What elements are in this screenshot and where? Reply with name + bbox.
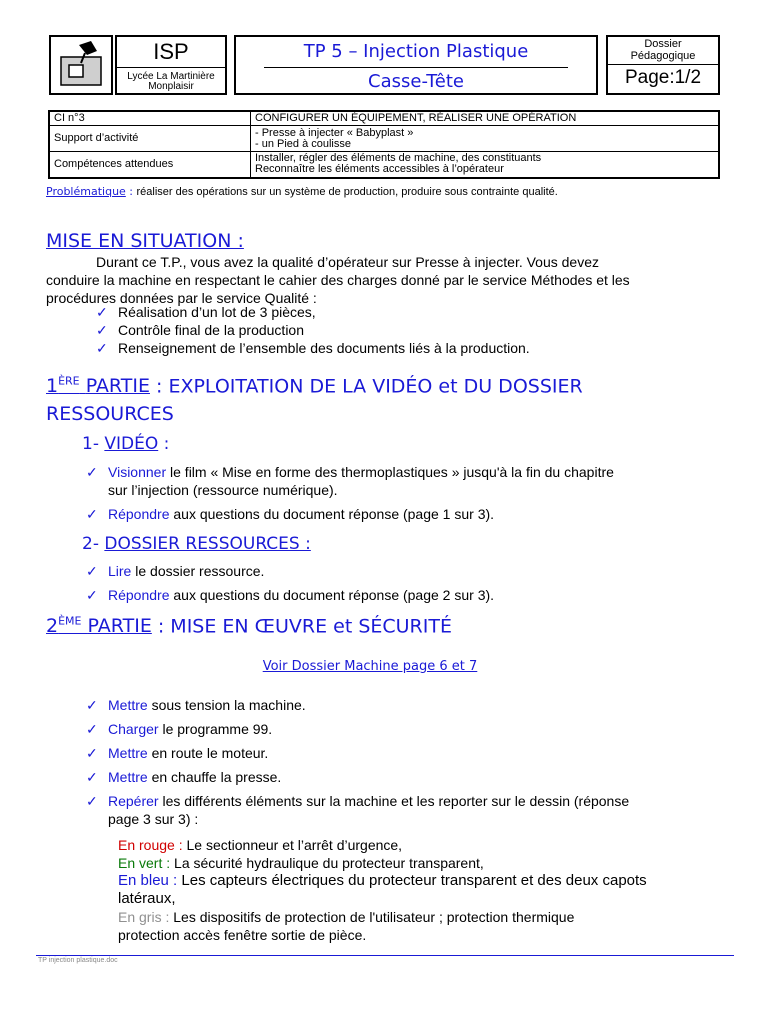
checkmark-icon: ✓ — [96, 340, 108, 356]
subheading-video-suffix: : — [158, 434, 170, 454]
table-value-line: - Presse à injecter « Babyplast » — [255, 126, 414, 139]
dossier-machine-link[interactable]: Voir Dossier Machine page 6 et 7 — [262, 659, 478, 674]
table-value-line: Reconnaître les éléments accessibles à l’opérateur — [255, 163, 504, 176]
section-heading-partie-1 — [46, 368, 736, 428]
table-row — [49, 152, 719, 178]
legend-label: En bleu : — [118, 872, 178, 889]
partie-2-rest: : MISE EN ŒUVRE et SÉCURITÉ — [151, 615, 452, 638]
checkmark-icon: ✓ — [96, 322, 108, 338]
table-value — [251, 152, 720, 178]
table-row — [49, 111, 719, 126]
list-item — [96, 321, 530, 339]
list-item-verb: Répondre — [108, 506, 170, 522]
info-table — [48, 110, 720, 179]
list-item — [86, 463, 726, 499]
partie-1-word: PARTIE — [85, 375, 150, 398]
partie-2-word: PARTIE — [87, 615, 152, 638]
intro-line: conduire la machine en respectant le cahier des charges donné par le service Méthodes et les — [46, 272, 630, 288]
legend-text: La sécurité hydraulique du protecteur transparent, — [170, 855, 484, 871]
situation-list — [96, 303, 530, 357]
list-item-verb: Mettre — [108, 745, 148, 761]
header-title-box — [234, 35, 598, 95]
header-school-box — [115, 35, 227, 95]
footer-filename: TP injection plastique.doc — [38, 957, 118, 964]
legend-label: En rouge : — [118, 837, 183, 853]
checkmark-icon: ✓ — [86, 563, 98, 579]
list-item-text-cont: sur l’injection (ressource numérique). — [108, 482, 338, 498]
checkmark-icon: ✓ — [86, 721, 98, 737]
list-item-text: en route le moteur. — [147, 745, 269, 761]
subheading-dossier — [82, 534, 311, 554]
table-label: CI n°3 — [49, 111, 251, 126]
partie-1-rest: : EXPLOITATION DE LA VIDÉO et DU DOSSIER — [149, 375, 583, 398]
dossier-list — [86, 562, 726, 604]
header-logo-box — [49, 35, 113, 95]
legend-label: En gris : — [118, 909, 170, 925]
legend-text: Le sectionneur et l’arrêt d’urgence, — [182, 837, 403, 853]
intro-line: Durant ce T.P., vous avez la qualité d’opérateur sur Presse à injecter. Vous devez — [96, 254, 599, 270]
list-item-text-cont: page 3 sur 3) : — [108, 811, 199, 827]
section-heading-partie-2 — [46, 615, 452, 637]
subheading-video — [82, 434, 169, 454]
list-item-text: Renseignement de l’ensemble des documents liés à la production. — [118, 340, 530, 356]
school-name-line2: Monplaisir — [148, 81, 194, 92]
list-item — [96, 339, 530, 357]
checkmark-icon: ✓ — [86, 769, 98, 785]
checkmark-icon: ✓ — [86, 697, 98, 713]
list-item-text: aux questions du document réponse (page 1 sur 3). — [169, 506, 495, 522]
partie-1-line2: RESSOURCES — [46, 403, 174, 426]
legend-green — [118, 854, 718, 872]
doc-type-line2: Pédagogique — [630, 50, 696, 62]
legend-blue — [118, 872, 718, 908]
list-item — [86, 768, 726, 786]
list-item — [96, 303, 530, 321]
list-item-text: aux questions du document réponse (page 2 sur 3). — [169, 587, 495, 603]
checkmark-icon: ✓ — [86, 587, 98, 603]
checkmark-icon: ✓ — [96, 304, 108, 320]
subheading-dossier-prefix: 2- — [82, 534, 105, 554]
subheading-dossier-title: DOSSIER RESSOURCES : — [104, 534, 311, 554]
legend-text-cont: latéraux, — [118, 890, 176, 907]
partie-2-num: 2 — [46, 615, 59, 638]
list-item — [86, 792, 726, 828]
list-item-verb: Repérer — [108, 793, 159, 809]
list-item-verb: Répondre — [108, 587, 170, 603]
table-label: Support d’activité — [49, 126, 251, 152]
color-legend — [118, 836, 718, 944]
checkmark-icon: ✓ — [86, 745, 98, 761]
checkmark-icon: ✓ — [86, 464, 98, 480]
list-item — [86, 696, 726, 714]
subheading-video-prefix: 1- — [82, 434, 105, 454]
list-item — [86, 720, 726, 738]
problematique-sep: : — [125, 185, 137, 198]
page-subtitle: Casse-Tête — [368, 71, 464, 92]
legend-gray — [118, 908, 718, 944]
partie-1-sup: ÈRE — [58, 375, 80, 388]
page-number: Page:1/2 — [624, 67, 702, 88]
table-value-line: Installer, régler des éléments de machine, des constituants — [255, 152, 542, 165]
list-item-verb: Charger — [108, 721, 159, 737]
table-value — [251, 111, 720, 126]
legend-label: En vert : — [118, 855, 171, 871]
legend-red — [118, 836, 718, 854]
checkmark-icon: ✓ — [86, 506, 98, 522]
partie-2-list — [86, 696, 726, 828]
checkmark-icon: ✓ — [86, 793, 98, 809]
list-item-verb: Visionner — [108, 464, 167, 480]
legend-text: Les capteurs électriques du protecteur transparent et des deux capots — [177, 872, 647, 889]
table-value-line: CONFIGURER UN ÉQUIPEMENT, RÉALISER UNE OPÉRATION — [255, 112, 577, 124]
table-row — [49, 126, 719, 152]
school-logo-icon — [51, 37, 111, 93]
subheading-video-title: VIDÉO — [104, 434, 159, 454]
partie-1-num: 1 — [46, 375, 59, 398]
list-item-verb: Lire — [108, 563, 132, 579]
school-name-line1: Lycée La Martinière — [127, 71, 215, 82]
page-title: TP 5 – Injection Plastique — [303, 41, 529, 62]
section-heading-mise-en-situation: MISE EN SITUATION : — [46, 230, 244, 252]
list-item-text: Réalisation d’un lot de 3 pièces, — [118, 304, 316, 320]
intro-paragraph — [46, 253, 726, 307]
intro-line: procédures données par le service Qualité : — [46, 290, 317, 306]
table-value-line: - un Pied à coulisse — [255, 137, 351, 150]
problematique — [46, 185, 558, 198]
footer-rule — [36, 955, 734, 956]
partie-1-line1 — [46, 368, 736, 400]
list-item — [86, 505, 726, 523]
list-item-text: le dossier ressource. — [131, 563, 265, 579]
list-item-verb: Mettre — [108, 697, 148, 713]
partie-2-sup: ÈME — [58, 615, 82, 628]
table-value — [251, 126, 720, 152]
list-item-text: sous tension la machine. — [147, 697, 306, 713]
list-item-text: le programme 99. — [158, 721, 273, 737]
school-short: ISP — [153, 39, 189, 64]
list-item-text: le film « Mise en forme des thermoplastiques » jusqu'à la fin du chapitre — [166, 464, 614, 480]
problematique-text: réaliser des opérations sur un système de production, produire sous contrainte qualité. — [136, 186, 558, 198]
list-item — [86, 744, 726, 762]
header-page-box — [606, 35, 720, 95]
legend-text-cont: protection accès fenêtre sortie de pièce. — [118, 927, 367, 943]
table-label: Compétences attendues — [49, 152, 251, 178]
list-item-text: Contrôle final de la production — [118, 322, 305, 338]
doc-type-line1: Dossier — [644, 38, 682, 50]
problematique-label: Problématique — [46, 185, 126, 198]
legend-text: Les dispositifs de protection de l'utilisateur ; protection thermique — [169, 909, 575, 925]
list-item-text: en chauffe la presse. — [147, 769, 282, 785]
list-item-text: les différents éléments sur la machine et les reporter sur le dessin (réponse — [158, 793, 630, 809]
list-item — [86, 586, 726, 604]
list-item-verb: Mettre — [108, 769, 148, 785]
list-item — [86, 562, 726, 580]
video-list — [86, 463, 726, 523]
